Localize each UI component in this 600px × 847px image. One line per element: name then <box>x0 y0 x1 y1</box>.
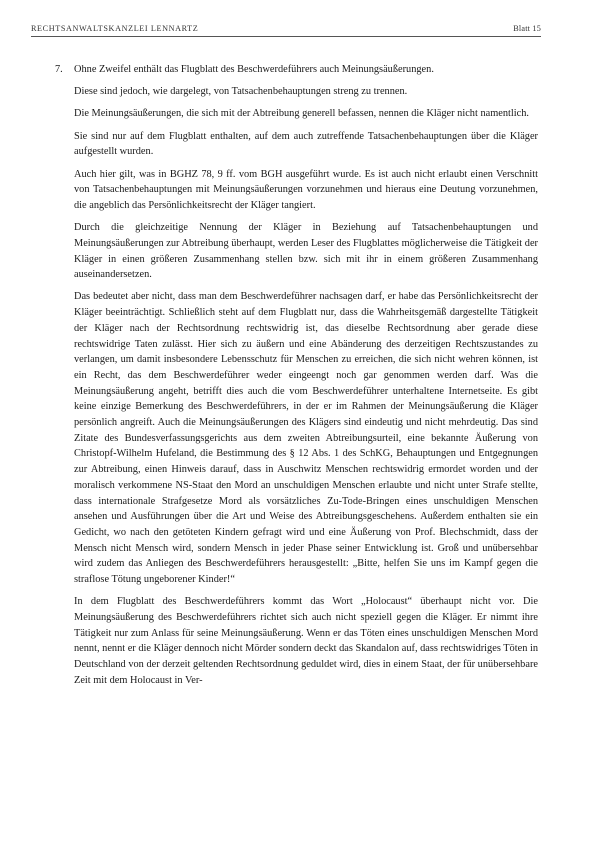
section-number: 7. <box>55 64 63 75</box>
paragraph: Sie sind nur auf dem Flugblatt enthalten, auf dem auch zutreffende Tatsachenbehauptungen über die Kläger aufgestellt wurden. <box>74 130 538 158</box>
page-number: Blatt 15 <box>513 24 541 33</box>
body-text <box>55 62 538 695</box>
page-header <box>31 22 541 37</box>
paragraph: Diese sind jedoch, wie dargelegt, von Tatsachenbehauptungen streng zu trennen. <box>74 86 408 98</box>
paragraph: Durch die gleichzeitige Nennung der Kläger in Beziehung auf Tatsachenbehauptungen und Meinungsäußerungen zur Abtreibung überhaupt, werden Leser des Flugblattes möglicherweise die Tätigkeit der Kläger in einen größeren Zusammenhang stellen bzw. sich mit ihr in einem größeren Zusammenhang auseinandersetzen. <box>74 222 538 281</box>
paragraph: Auch hier gilt, was in BGHZ 78, 9 ff. vom BGH ausgeführt wurde. Es ist auch nicht erlaubt einen Verschnitt von Tatsachenbehauptungen mit Meinungsäußerungen vorzunehmen und hieraus eine Deutung vorzunehmen, die angeblich das Persönlichkeitsrecht der Kläger tangiert. <box>74 168 538 211</box>
paragraph: Die Meinungsäußerungen, die sich mit der Abtreibung generell befassen, nennen die Kläger nicht namentlich. <box>74 108 529 120</box>
paragraph: Ohne Zweifel enthält das Flugblatt des Beschwerdeführers auch Meinungsäußerungen. <box>74 64 434 75</box>
paragraph: In dem Flugblatt des Beschwerdeführers kommt das Wort „Holocaust“ überhaupt nicht vor. Die Meinungsäußerung des Beschwerdeführers richtet sich auch nicht speziell gegen die Kläger. Er nimmt ihre Tätigkeit nur zum Anlass für seine Meinungsäußerung. Wenn er das Töten eines unschuldigen Menschen Mord nennt, nennt er die Kläger dennoch nicht Mörder sondern deckt das Skandalon auf, dass rechtswidriges Töten in Deutschland von der derzeit geltenden Rechtsordnung geduldet wird, dies in einem Staat, der für unübersehbare Zeit mit dem Holocaust in Ver- <box>74 596 538 686</box>
paragraph: Das bedeutet aber nicht, dass man dem Beschwerdeführer nachsagen darf, er habe das Persönlichkeitsrecht der Kläger beeinträchtigt. Schließlich steht auf dem Flugblatt nur, dass die Wahrheitsgemäß dargestellte Tätigkeit der Kläger nach der Rechtsordnung rechtswidrig ist, das dieselbe Rechtsordnung aber gerade diese rechtswidrige Taten zulässt. Hier sich zu äußern und eine Abänderung des derzeitigen Rechtszustandes zu verlangen, um damit insbesondere Lebensschutz für Menschen zu erreichen, die sich nicht wehren können, ist ein Recht, das dem Beschwerdeführer weder eingeengt noch gar genommen werden darf. Was die Meinungsäußerung angeht, betrifft dies auch die vom Beschwerdeführer unterhaltene Internetseite. Es gibt keine einzige Bemerkung des Beschwerdeführers, in der er im Rahmen der Meinungsäußerung die Kläger persönlich angreift. Auch die Meinungsäußerungen des Klägers sind eindeutig und nicht mehrdeutig. Das sind Zitate des Bundesverfassungsgerichts aus dem zweiten Abtreibungsurteil, eine bekannte Äußerung von Christopf-Wilhelm Hufeland, die Bestimmung des § 12 Abs. 1 des SchKG, Behauptungen und Entgegnungen zur Abtreibung, einen Hinweis darauf, dass in Auschwitz Menschen rechtswidrig ermordet worden und der moralisch verkommene NS-Staat den Mord an unschuldigen Menschen erlaubte und nicht unter Strafe stellte, dass internationale Strafgesetze Mord als vorsätzliches Zu-Tode-Bringen eines unschuldigen Menschen ansehen und Ausführungen über die Art und Weise des Abtreibungsgeschehens. Außerdem enthalten sie ein Gedicht, wo nach den getöteten Kindern gefragt wird und eine Äußerung von Prof. Blechschmidt, dass der Mensch nicht Mensch wird, sondern Mensch in jeder Phase seiner Entwicklung ist. Groß und unübersehbar wird zudem das Anliegen des Beschwerdeführers herausgestellt: „Bitte, helfen Sie uns im Kampf gegen die straflose Tötung ungeborener Kinder!“ <box>74 291 538 586</box>
firm-name: RECHTSANWALTSKANZLEI LENNARTZ <box>31 24 199 33</box>
